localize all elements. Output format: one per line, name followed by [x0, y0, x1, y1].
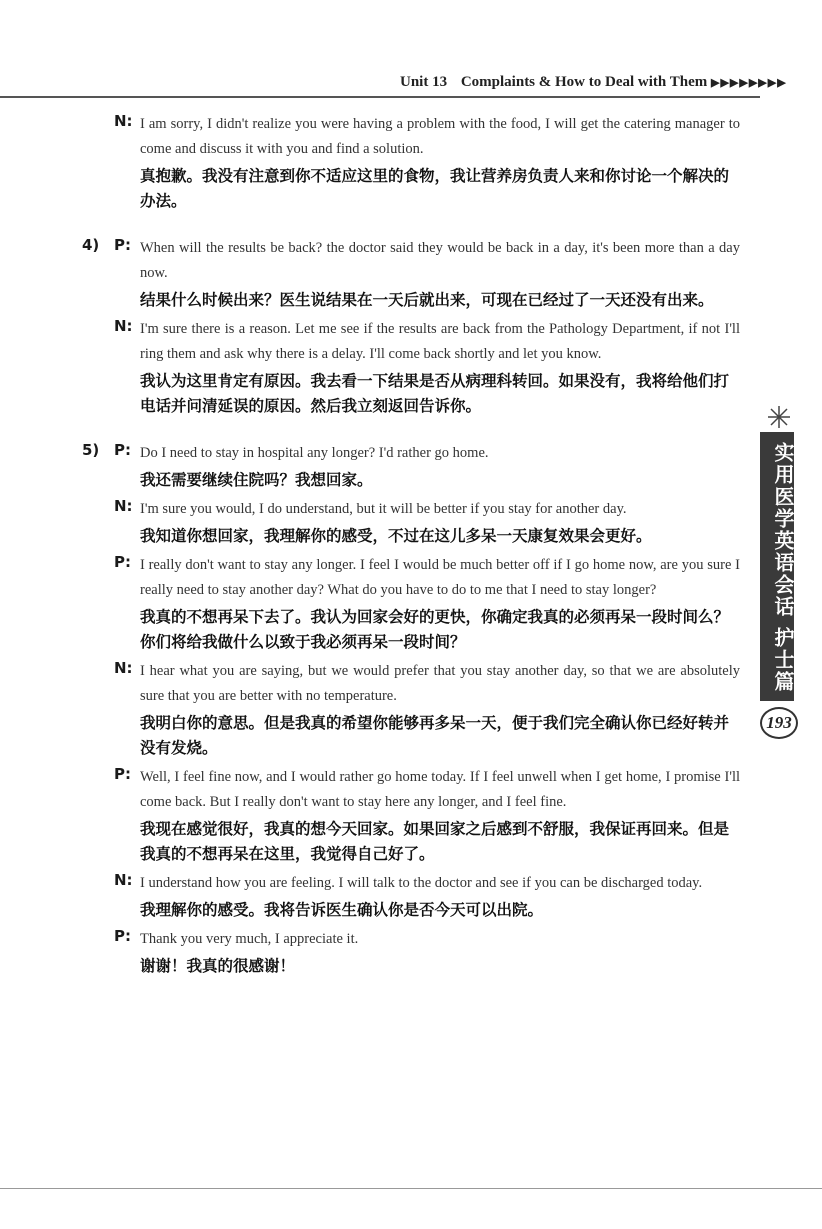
- speaker-label: N:: [114, 871, 133, 889]
- item-number: 4): [82, 236, 100, 254]
- speaker-label: P:: [114, 236, 131, 254]
- dialogue-content: [0, 112, 822, 983]
- english-line: I'm sure there is a reason. Let me see if the results are back from the Pathology Department, if not I'll ring them and ask why there is a delay. I'll come back shortly and let you know.: [140, 321, 740, 362]
- dialogue-turn: [114, 927, 740, 979]
- dialogue-turn: [82, 441, 740, 493]
- page-number: 193: [760, 707, 798, 739]
- unit-label: Unit 13: [400, 74, 448, 90]
- speaker-label: N:: [114, 659, 133, 677]
- speaker-label: N:: [114, 497, 133, 515]
- item-number: 5): [82, 441, 100, 459]
- chinese-line: 我明白你的意思。但是我真的希望你能够再多呆一天，便于我们完全确认你已经好转并没有发烧。: [140, 714, 730, 757]
- speaker-label: P:: [114, 927, 131, 945]
- speaker-label: P:: [114, 765, 131, 783]
- speaker-label: N:: [114, 317, 133, 335]
- english-line: I am sorry, I didn't realize you were having a problem with the food, I will get the catering manager to come and discuss it with you and find a solution.: [140, 116, 740, 157]
- chinese-line: 谢谢！我真的很感谢！: [140, 957, 296, 975]
- chinese-line: 结果什么时候出来？医生说结果在一天后就出来，可现在已经过了一天还没有出来。: [140, 291, 714, 309]
- speaker-label: P:: [114, 441, 131, 459]
- dialogue-turn: [114, 112, 740, 214]
- chinese-line: 我现在感觉很好，我真的想今天回家。如果回家之后感到不舒服，我保证再回来。但是我真的不想再呆在这里，我觉得自己好了。: [140, 820, 730, 863]
- dialogue-turn: [114, 553, 740, 655]
- chapter-title: Complaints & How to Deal with Them: [460, 74, 708, 90]
- footer-rule: [0, 1188, 822, 1189]
- english-line: I'm sure you would, I do understand, but it will be better if you stay for another day.: [140, 501, 627, 517]
- arrow-decoration: ▶▶▶▶▶▶▶▶: [711, 77, 787, 89]
- chinese-line: 我还需要继续住院吗？我想回家。: [140, 471, 373, 489]
- dialogue-turn: [114, 317, 740, 419]
- english-line: Do I need to stay in hospital any longer? I'd rather go home.: [140, 445, 489, 461]
- english-line: Well, I feel fine now, and I would rather go home today. If I feel unwell when I get home, I promise I'll come back. But I really don't want to stay here any longer, and I feel fine.: [140, 769, 740, 810]
- english-line: I understand how you are feeling. I will talk to the doctor and see if you can be discharged today.: [140, 875, 703, 891]
- english-line: I really don't want to stay any longer. I feel I would be much better off if I go home now, are you sure I really need to stay another day? What do you have to do to me that I need to stay longer?: [140, 557, 740, 598]
- speaker-label: P:: [114, 553, 131, 571]
- chinese-line: 我理解你的感受。我将告诉医生确认你是否今天可以出院。: [140, 901, 544, 919]
- english-line: I hear what you are saying, but we would prefer that you stay another day, so that we are absolutely sure that you are better with no temperature.: [140, 663, 740, 704]
- running-header: [400, 74, 787, 91]
- dialogue-turn: [114, 659, 740, 761]
- english-line: When will the results be back? the doctor said they would be back in a day, it's been more than a day now.: [140, 240, 740, 281]
- speaker-label: N:: [114, 112, 133, 130]
- dialogue-turn: [114, 765, 740, 867]
- english-line: Thank you very much, I appreciate it.: [140, 931, 359, 947]
- header-rule: [0, 96, 760, 98]
- chinese-line: 我认为这里肯定有原因。我去看一下结果是否从病理科转回。如果没有，我将给他们打电话并问清延误的原因。然后我立刻返回告诉你。: [140, 372, 730, 415]
- dialogue-turn: [114, 871, 740, 923]
- chinese-line: 真抱歉。我没有注意到你不适应这里的食物，我让营养房负责人来和你讨论一个解决的办法。: [140, 167, 730, 210]
- dialogue-turn: [82, 236, 740, 313]
- book-series-label: 实用医学英语会话 护士篇: [760, 432, 794, 701]
- chinese-line: 我真的不想再呆下去了。我认为回家会好的更快，你确定我真的必须再呆一段时间么？你们将给我做什么以致于我必须再呆一段时间？: [140, 608, 730, 651]
- dialogue-turn: [114, 497, 740, 549]
- chinese-line: 我知道你想回家，我理解你的感受，不过在这儿多呆一天康复效果会更好。: [140, 527, 652, 545]
